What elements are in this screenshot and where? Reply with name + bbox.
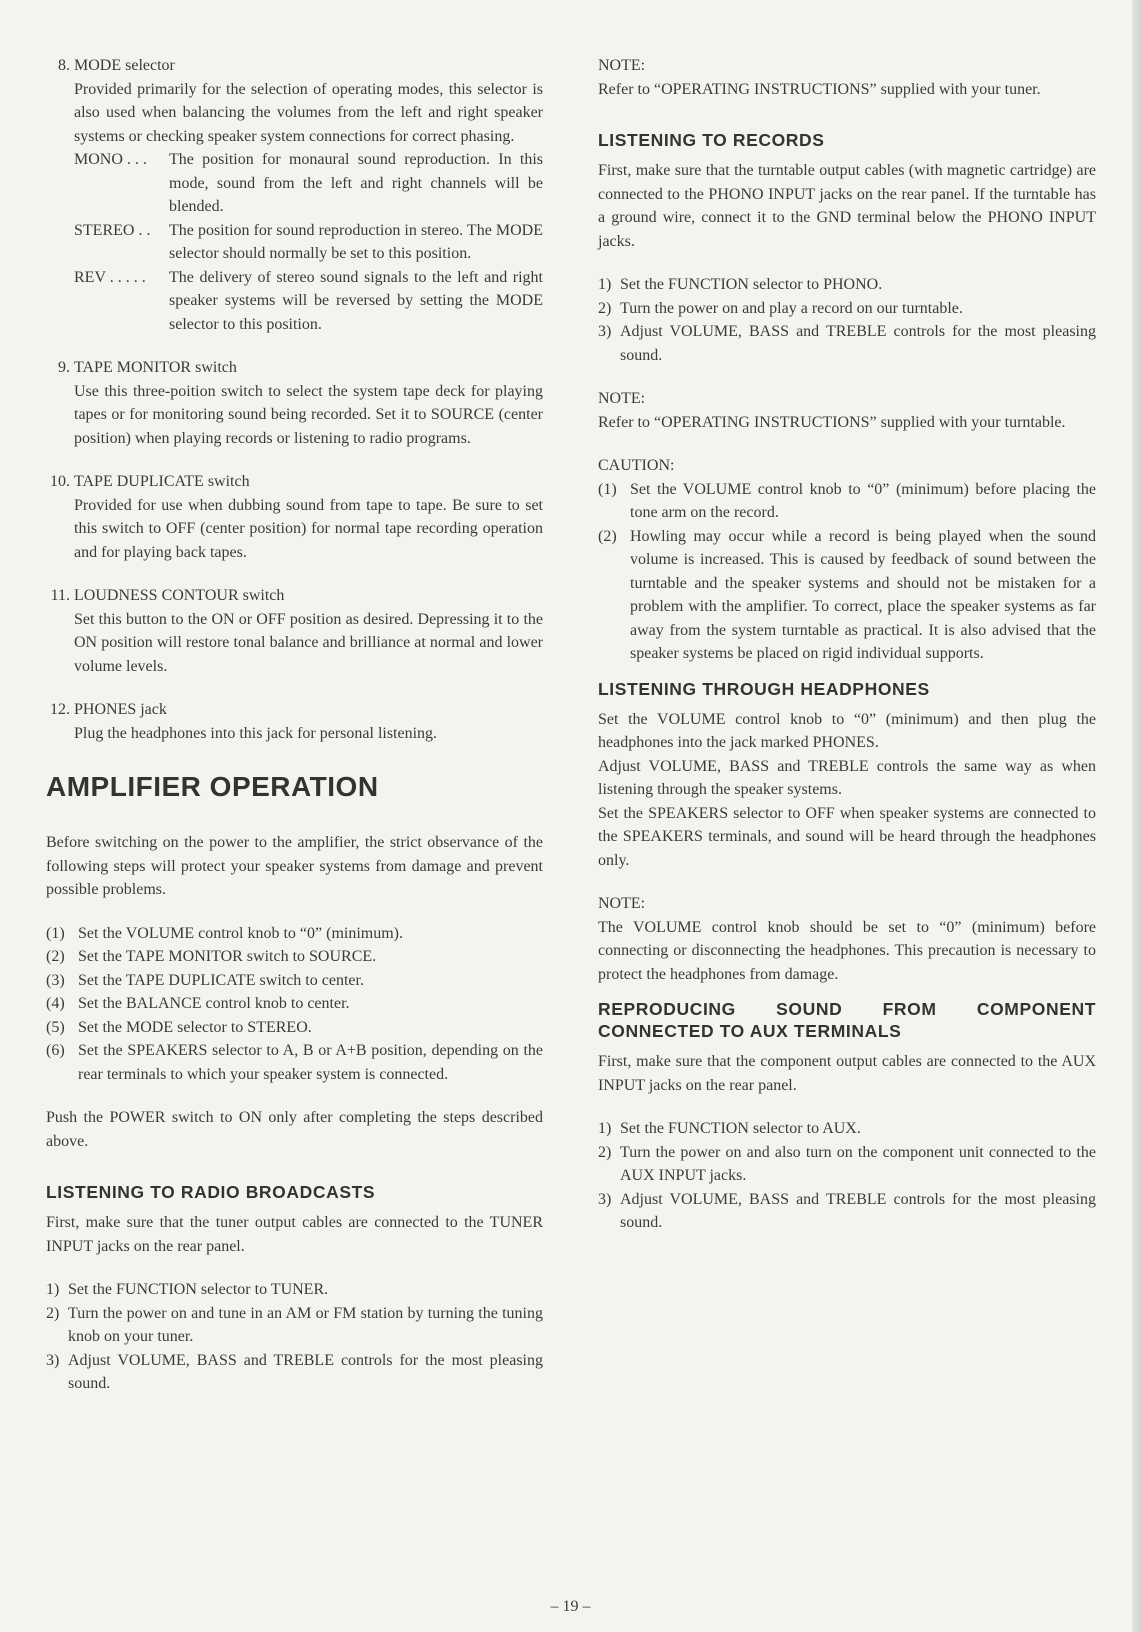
step-marker: (1) (46, 924, 65, 942)
headphones-paragraph: Adjust VOLUME, BASS and TREBLE controls the same way as when listening through the speaker systems. (598, 757, 1096, 798)
records-intro: First, make sure that the turntable output cables (with magnetic cartridge) are connected to the PHONO INPUT jacks on the rear panel. If the turntable has a ground wire, connect it to the GND terminal below the PHONO INPUT jacks. (598, 162, 1096, 250)
item-body: Use this three-poition switch to select the system tape deck for playing tapes or for monitoring sound being recorded. Set it to SOURCE (center position) when playing records or listening to radio programs. (74, 382, 543, 447)
amp-steps (46, 922, 543, 1087)
def-term: MONO . . . (74, 151, 147, 168)
item-tape-monitor (46, 356, 543, 450)
page-number: – 19 – (550, 1598, 591, 1615)
amp-step (46, 945, 543, 969)
step-text: Adjust VOLUME, BASS and TREBLE controls for the most pleasing sound. (620, 1190, 1096, 1231)
radio-step (46, 1278, 543, 1302)
headphones-paragraph: Set the VOLUME control knob to “0” (minimum) and then plug the headphones into the jack marked PHONES. (598, 710, 1096, 751)
step-marker: 1) (598, 276, 612, 293)
amp-step (46, 922, 543, 946)
step-text: Adjust VOLUME, BASS and TREBLE controls for the most pleasing sound. (620, 323, 1096, 364)
step-marker: 3) (598, 323, 612, 340)
caution-step (598, 478, 1096, 525)
item-number: 10. (50, 473, 70, 490)
step-marker: 2) (598, 299, 612, 317)
step-marker: 2) (598, 1143, 612, 1161)
item-mode-selector (46, 54, 543, 336)
item-number: 12. (50, 701, 70, 718)
step-marker: (2) (46, 948, 65, 965)
step-text: Set the VOLUME control knob to “0” (minimum) before placing the tone arm on the record. (630, 480, 1096, 521)
step-text: Set the TAPE MONITOR switch to SOURCE. (78, 948, 377, 965)
step-marker: (1) (598, 480, 617, 498)
item-body: Provided primarily for the selection of operating modes, this selector is also used when balancing the volumes from the left and right speaker systems or checking speaker system connections for correct phasing. (74, 80, 543, 145)
records-step (598, 297, 1096, 321)
left-column (46, 54, 543, 1396)
step-text: Set the FUNCTION selector to AUX. (620, 1120, 861, 1137)
step-text: Set the FUNCTION selector to TUNER. (68, 1281, 329, 1298)
amplifier-operation-heading: AMPLIFIER OPERATION (46, 771, 379, 802)
step-marker: (3) (46, 971, 65, 989)
def-term: STEREO . . (74, 221, 151, 239)
step-text: Set the TAPE DUPLICATE switch to center. (78, 971, 364, 989)
def-stereo (74, 219, 543, 266)
aux-step (598, 1188, 1096, 1235)
item-body: Plug the headphones into this jack for personal listening. (74, 724, 438, 742)
radio-heading: LISTENING TO RADIO BROADCASTS (46, 1182, 376, 1202)
def-mono (74, 148, 543, 219)
step-text: Adjust VOLUME, BASS and TREBLE controls for the most pleasing sound. (68, 1351, 543, 1392)
caution-label: CAUTION: (598, 457, 675, 474)
amp-step (46, 992, 543, 1016)
amp-outro: Push the POWER switch to ON only after completing the steps described above. (46, 1109, 543, 1150)
radio-intro: First, make sure that the tuner output cables are connected to the TUNER INPUT jacks on the rear panel. (46, 1214, 543, 1255)
radio-step (46, 1349, 543, 1396)
def-rev (74, 266, 543, 337)
step-text: Set the MODE selector to STEREO. (78, 1018, 312, 1036)
item-number: 9. (58, 359, 70, 376)
step-text: Set the FUNCTION selector to PHONO. (620, 276, 883, 293)
def-term: REV . . . . . (74, 268, 146, 286)
def-desc: The position for monaural sound reproduction. In this mode, sound from the left and right channels will be blended. (169, 151, 543, 215)
step-marker: (5) (46, 1018, 65, 1036)
page-edge (1132, 0, 1141, 1632)
step-marker: (2) (598, 527, 617, 545)
step-marker: 2) (46, 1304, 60, 1322)
item-body: Set this button to the ON or OFF position as desired. Depressing it to the ON position will restore tonal balance and brilliance at normal and lower volume levels. (74, 610, 543, 675)
item-title: MODE selector (74, 57, 175, 74)
amp-intro: Before switching on the power to the amplifier, the strict observance of the following steps will protect your speaker systems from damage and prevent possible problems. (46, 834, 543, 898)
records-heading: LISTENING TO RECORDS (598, 130, 825, 150)
headphones-paragraph: Set the SPEAKERS selector to OFF when speaker systems are connected to the SPEAKERS terminals, and sound will be heard through the headphones only. (598, 804, 1096, 869)
step-marker: (4) (46, 995, 65, 1012)
item-phones-jack (46, 698, 543, 745)
step-marker: 1) (46, 1281, 60, 1298)
step-marker: 1) (598, 1120, 612, 1137)
item-number: 11. (50, 587, 70, 604)
aux-heading-line-2: CONNECTED TO AUX TERMINALS (598, 1021, 902, 1041)
aux-heading-line-1: REPRODUCING SOUND FROM COMPONENT (598, 999, 1096, 1019)
records-step (598, 273, 1096, 297)
step-marker: (6) (46, 1042, 65, 1059)
aux-intro: First, make sure that the component output cables are connected to the AUX INPUT jacks on the rear panel. (598, 1053, 1096, 1094)
right-column (598, 54, 1096, 1235)
note-text: Refer to “OPERATING INSTRUCTIONS” supplied with your tuner. (598, 80, 1041, 98)
aux-step (598, 1141, 1096, 1188)
item-tape-duplicate (46, 470, 543, 564)
note-label: NOTE: (598, 57, 646, 74)
step-text: Turn the power on and play a record on our turntable. (620, 299, 963, 317)
note-text: The VOLUME control knob should be set to “0” (minimum) before connecting or disconnecting the headphones. This precaution is necessary to protect the headphones from damage. (598, 918, 1096, 983)
note-label: NOTE: (598, 390, 646, 407)
radio-step (46, 1302, 543, 1349)
note-label: NOTE: (598, 895, 646, 912)
amp-step (46, 969, 543, 993)
amp-step (46, 1016, 543, 1040)
step-marker: 3) (598, 1190, 612, 1208)
aux-heading (598, 998, 1096, 1042)
def-desc: The position for sound reproduction in stereo. The MODE selector should normally be set to this position. (169, 221, 543, 262)
item-loudness-contour (46, 584, 543, 678)
step-text: Turn the power on and tune in an AM or FM station by turning the tuning knob on your tuner. (68, 1304, 543, 1345)
amp-step (46, 1039, 543, 1086)
item-title: LOUDNESS CONTOUR switch (74, 587, 285, 604)
caution-step (598, 525, 1096, 666)
note-text: Refer to “OPERATING INSTRUCTIONS” supplied with your turntable. (598, 413, 1066, 431)
item-title: TAPE MONITOR switch (74, 359, 237, 376)
aux-step (598, 1117, 1096, 1141)
step-text: Set the VOLUME control knob to “0” (minimum). (78, 924, 403, 942)
item-number: 8. (58, 57, 70, 74)
step-marker: 3) (46, 1351, 60, 1369)
step-text: Set the SPEAKERS selector to A, B or A+B position, depending on the rear terminals to which your speaker system is connected. (78, 1042, 543, 1083)
item-title: PHONES jack (74, 701, 167, 718)
step-text: Howling may occur while a record is being played when the sound volume is increased. This is caused by feedback of sound between the turntable and the speaker systems and should not be mistaken for a problem with the amplifier. To correct, place the speaker systems as far away from the system turntable as practical. It is also advised that the speaker systems be placed on rigid individual supports. (630, 527, 1096, 662)
step-text: Turn the power on and also turn on the component unit connected to the AUX INPUT jacks. (620, 1143, 1096, 1184)
step-text: Set the BALANCE control knob to center. (78, 995, 350, 1012)
item-body: Provided for use when dubbing sound from tape to tape. Be sure to set this switch to OFF (center position) for normal tape recording operation and for playing back tapes. (74, 496, 543, 561)
item-title: TAPE DUPLICATE switch (74, 473, 250, 490)
records-step (598, 320, 1096, 367)
def-desc: The delivery of stereo sound signals to the left and right speaker systems will be reversed by setting the MODE selector to this position. (169, 268, 543, 333)
headphones-heading: LISTENING THROUGH HEADPHONES (598, 678, 930, 699)
